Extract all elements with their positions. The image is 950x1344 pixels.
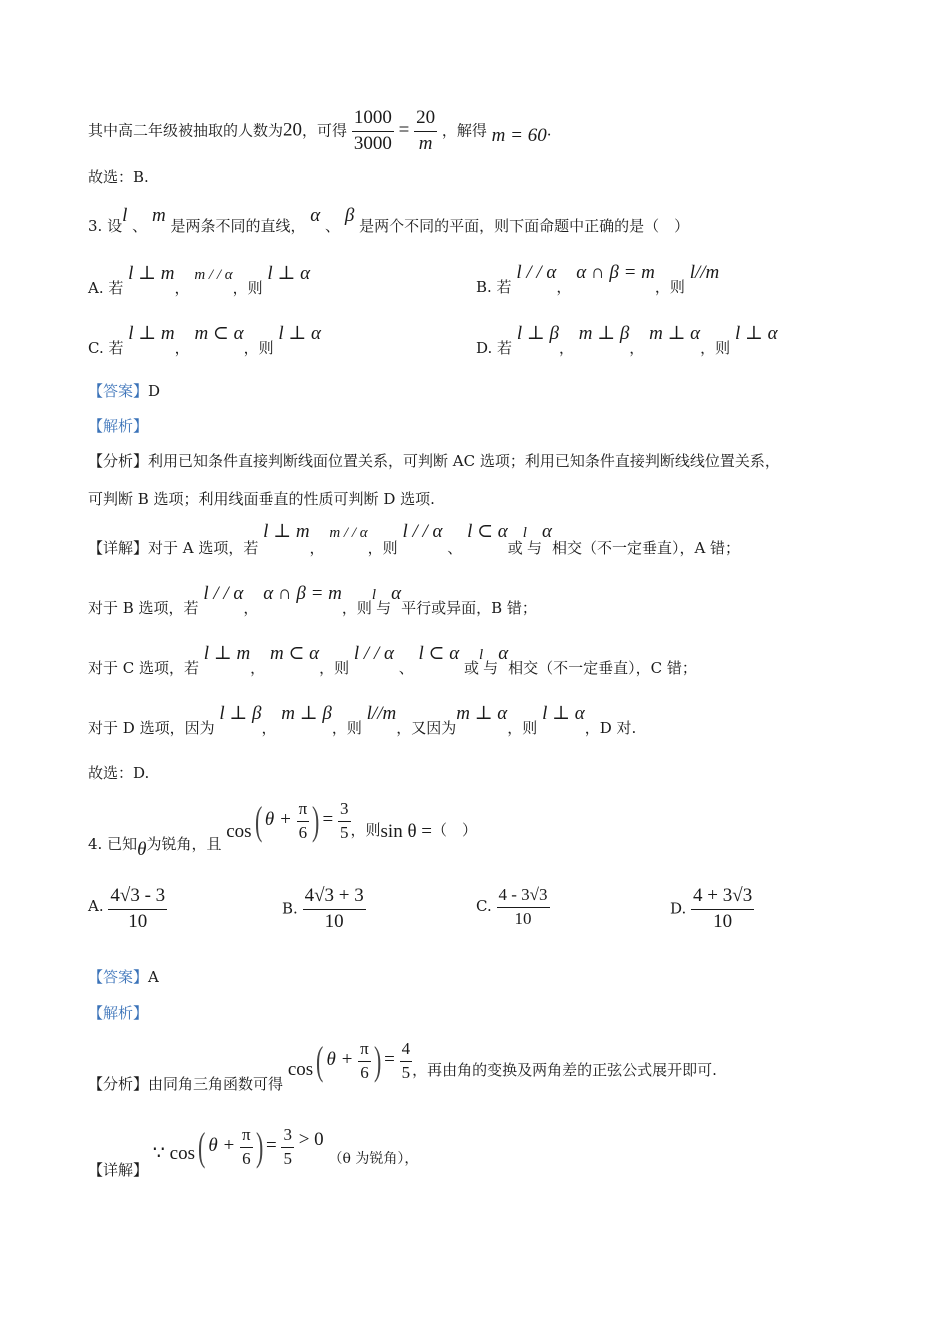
cos: cos (287, 1059, 314, 1081)
q3-detail-a: 【详解】对于 A 选项，若 l ⊥ m， m / / α，则 l / / α 、 l ⊂ α或l与α相交（不一定垂直），A 错； (88, 521, 741, 557)
math: m ⊥ α (649, 323, 701, 344)
opt-label: B. (282, 899, 298, 918)
frac-den: 6 (360, 1062, 369, 1082)
greater-than-zero: > 0 (298, 1129, 324, 1151)
detail-end: 相交（不一定垂直），A 错； (551, 539, 741, 557)
detail-text: 对于 B 选项，若 (88, 599, 199, 617)
pi-over-6 (240, 1126, 253, 1168)
right-paren: ) (255, 1124, 263, 1170)
theta-plus: θ + (208, 1135, 236, 1157)
math: α ∩ β = m (263, 583, 342, 604)
detail-end: 平行或异面，B 错； (401, 599, 537, 617)
dot: . (546, 121, 552, 140)
q3-conclude: 故选：D. (88, 764, 150, 782)
math: l ⊂ α (418, 643, 460, 664)
then: ，则 (232, 279, 263, 297)
frac-den: 10 (713, 910, 733, 932)
equals: = (322, 809, 334, 831)
frac-den: 5 (340, 822, 349, 842)
opt-label: C. (476, 897, 492, 916)
q4-option-c (476, 886, 550, 928)
with: 与 (526, 539, 542, 557)
q3-analysis-tag: 【解析】 (88, 417, 149, 435)
sep: 、 (325, 217, 341, 235)
sin-theta: sin θ = (380, 821, 433, 843)
var-l: l (371, 587, 377, 603)
equals: = (398, 119, 410, 141)
frac-num: 4 - 3√3 (497, 886, 550, 908)
fenxi-tag: 【分析】 (88, 452, 149, 470)
q4-num: 4. 已知 (88, 835, 138, 854)
q3-text-b: 是两条不同的直线， (170, 217, 306, 235)
theta-plus: θ + (326, 1049, 354, 1071)
opt-label: A. 若 (88, 279, 124, 297)
var-l: l (122, 205, 128, 226)
left-paren: ( (254, 798, 262, 844)
left-paren: ( (316, 1038, 324, 1084)
or: 或 (507, 539, 523, 557)
opt-label: B. 若 (476, 278, 512, 296)
frac-den: 5 (401, 1062, 411, 1082)
math: l ⊥ m (128, 323, 175, 344)
math: m ⊥ β (578, 323, 630, 344)
four-fifths (400, 1040, 413, 1082)
frac-num: 4 + 3√3 (691, 886, 754, 910)
q3-detail-b: 对于 B 选项，若 l / / α， α ∩ β = m，则l与α平行或异面，B 错； (88, 583, 537, 617)
acute-note: （θ 为锐角）， (328, 1151, 419, 1168)
math: l ⊥ β (516, 323, 559, 344)
math: m / / α (329, 525, 368, 541)
q3-detail-c: 对于 C 选项，若 l ⊥ m， m ⊂ α，则 l / / α 、 l ⊂ α 或l与α相交（不一定垂直），C 错； (88, 643, 697, 677)
detail-end: 相交（不一定垂直），C 错； (508, 659, 697, 677)
frac-den: 10 (128, 910, 148, 932)
cos: cos (169, 1143, 195, 1165)
intro-comma: ，可得 (302, 121, 348, 140)
sep: 、 (447, 539, 463, 557)
q3-fenxi-1 (88, 454, 780, 469)
math: l//m (689, 262, 720, 283)
detail-tag: 【详解】 (88, 539, 149, 557)
detail-text: 对于 A 选项，若 (148, 539, 259, 557)
q4-option-d (670, 886, 754, 933)
pi-over-6 (297, 800, 310, 842)
answer-value: A (148, 968, 159, 986)
q3-option-c: C. 若 l ⊥ m， m ⊂ α，则 l ⊥ α (88, 323, 321, 357)
equals: = (384, 1049, 395, 1071)
math: l / / α (353, 643, 394, 664)
frac-num: π (240, 1126, 253, 1148)
m-equals-60: m = 60 (491, 125, 547, 147)
opt-label: A. (88, 897, 104, 916)
intro-solve: ，解得 (441, 121, 487, 140)
option-d-fraction (691, 886, 754, 933)
answer-tag: 【答案】 (88, 382, 149, 400)
math: l ⊥ α (542, 703, 585, 724)
frac-num: 4√3 + 3 (303, 886, 366, 910)
answer-value: D (148, 382, 161, 400)
detail-tag: 【详解】 (88, 1161, 149, 1180)
var-alpha: α (310, 205, 321, 226)
q4-text-b: 为锐角，且 (146, 835, 222, 854)
math: α ∩ β = m (576, 262, 655, 283)
because-symbol: ∵ (152, 1143, 165, 1165)
math: l ⊥ m (128, 263, 175, 284)
math: m ⊂ α (269, 643, 320, 664)
intro-text: 其中高二年级被抽取的人数为 (88, 121, 284, 140)
option-a-fraction (108, 886, 167, 933)
q3-option-b: B. 若 l / / α， α ∩ β = m，则 l//m (476, 262, 720, 296)
math: l / / α (402, 521, 443, 542)
q4-fenxi (88, 1038, 717, 1094)
q4-option-a (88, 886, 167, 933)
frac-num: 1000 (352, 108, 394, 132)
math: l / / α (516, 262, 557, 283)
then: ，则 (654, 278, 685, 296)
frac-den: 5 (283, 1148, 292, 1168)
cos: cos (226, 821, 252, 843)
frac-num: 20 (414, 108, 437, 132)
frac-num: π (297, 800, 310, 822)
var-alpha: α (498, 643, 509, 664)
then: ，则 (350, 821, 381, 840)
q4-option-b (282, 886, 366, 933)
var-theta: θ (137, 839, 147, 861)
detail-end: ，D 对. (584, 719, 637, 737)
frac-den: 3000 (353, 132, 392, 154)
opt-label: D. 若 (476, 339, 513, 357)
math: l ⊥ α (734, 323, 778, 344)
fenxi-tag: 【分析】 (88, 1075, 149, 1094)
math: l ⊥ m (203, 643, 251, 664)
math: m ⊂ α (194, 323, 244, 344)
intro-line (88, 108, 552, 155)
q3-option-d: D. 若 l ⊥ β， m ⊥ β， m ⊥ α，则 l ⊥ α (476, 323, 778, 357)
q4-analysis-tag: 【解析】 (88, 1004, 149, 1022)
fenxi-text: 利用已知条件直接判断线面位置关系，可判断 AC 选项；利用已知条件直接判断线线位置关系， (148, 452, 780, 470)
math: l / / α (203, 583, 244, 604)
frac-den: 10 (324, 910, 344, 932)
q3-stem (88, 205, 690, 235)
var-l: l (522, 525, 527, 541)
var-alpha: α (541, 521, 552, 542)
then: ，则 (700, 339, 731, 357)
option-b-fraction (303, 886, 366, 933)
three-fifths (338, 800, 351, 842)
frac-num: 3 (281, 1126, 294, 1148)
answer-tag: 【答案】 (88, 968, 149, 986)
theta-plus: θ + (264, 809, 292, 831)
frac-den: 10 (514, 908, 532, 928)
q3-fenxi-2: 可判断 B 选项；利用线面垂直的性质可判断 D 选项. (88, 490, 435, 508)
then: ，则 (507, 719, 538, 737)
blank: （ ） (432, 821, 478, 840)
choose-b: 故选：B. (88, 168, 149, 186)
math: l ⊥ β (219, 703, 262, 724)
var-l: l (479, 647, 484, 663)
right-paren: ) (312, 798, 320, 844)
three-fifths (281, 1126, 294, 1168)
frac-num: 3 (338, 800, 351, 822)
frac-num: π (358, 1040, 371, 1062)
with: 与 (483, 659, 499, 677)
sep: 、 (398, 659, 414, 677)
opt-label: D. (670, 899, 687, 918)
then: ，则 (243, 339, 274, 357)
var-alpha: α (391, 583, 402, 604)
math: m ⊥ α (456, 703, 508, 724)
math: l ⊥ α (267, 263, 311, 284)
left-paren: ( (197, 1124, 206, 1170)
q3-num: 3. 设 (88, 217, 123, 235)
frac-num: 4√3 - 3 (108, 886, 167, 910)
math: m / / α (194, 267, 233, 283)
equals: = (265, 1135, 277, 1157)
then: ，则 (341, 599, 372, 617)
fenxi-text: 由同角三角函数可得 (148, 1075, 284, 1094)
frac-num: 4 (400, 1040, 413, 1062)
var-beta: β (344, 205, 355, 226)
frac-den: m (418, 132, 433, 154)
sep: 、 (132, 217, 148, 235)
q3-text-c: 是两个不同的平面，则下面命题中正确的是（ ） (359, 217, 690, 235)
detail-text: 对于 C 选项，若 (88, 659, 200, 677)
fenxi-end: ，再由角的变换及两角差的正弦公式展开即可. (412, 1061, 717, 1080)
count-20: 20 (283, 119, 303, 141)
pi-over-6 (358, 1040, 371, 1082)
math: l//m (366, 703, 397, 724)
option-c-fraction (497, 886, 550, 928)
then: ，则 (331, 719, 362, 737)
fraction-20-m (414, 108, 437, 155)
math: l ⊥ α (278, 323, 321, 344)
frac-den: 6 (298, 822, 308, 842)
opt-label: C. 若 (88, 339, 124, 357)
or: 或 (463, 659, 479, 677)
q3-answer (88, 384, 160, 399)
then: ，则 (319, 659, 350, 677)
right-paren: ) (373, 1038, 382, 1084)
also: ，又因为 (396, 719, 457, 737)
q4-answer (88, 970, 159, 985)
q4-detail (88, 1124, 419, 1180)
math: l ⊂ α (467, 521, 508, 542)
q3-option-a: A. 若 l ⊥ m， m / / α，则 l ⊥ α (88, 263, 311, 297)
then: ，则 (367, 539, 398, 557)
with: 与 (376, 599, 392, 617)
q4-stem (88, 798, 478, 861)
frac-den: 6 (242, 1148, 251, 1168)
math: m ⊥ β (281, 703, 332, 724)
q3-detail-d: 对于 D 选项，因为 l ⊥ β， m ⊥ β，则 l//m，又因为m ⊥ α，则 l ⊥ α，D 对. (88, 703, 637, 737)
detail-text: 对于 D 选项，因为 (88, 719, 215, 737)
var-m: m (151, 205, 166, 226)
fraction-1000-3000 (352, 108, 394, 155)
math: l ⊥ m (263, 521, 310, 542)
